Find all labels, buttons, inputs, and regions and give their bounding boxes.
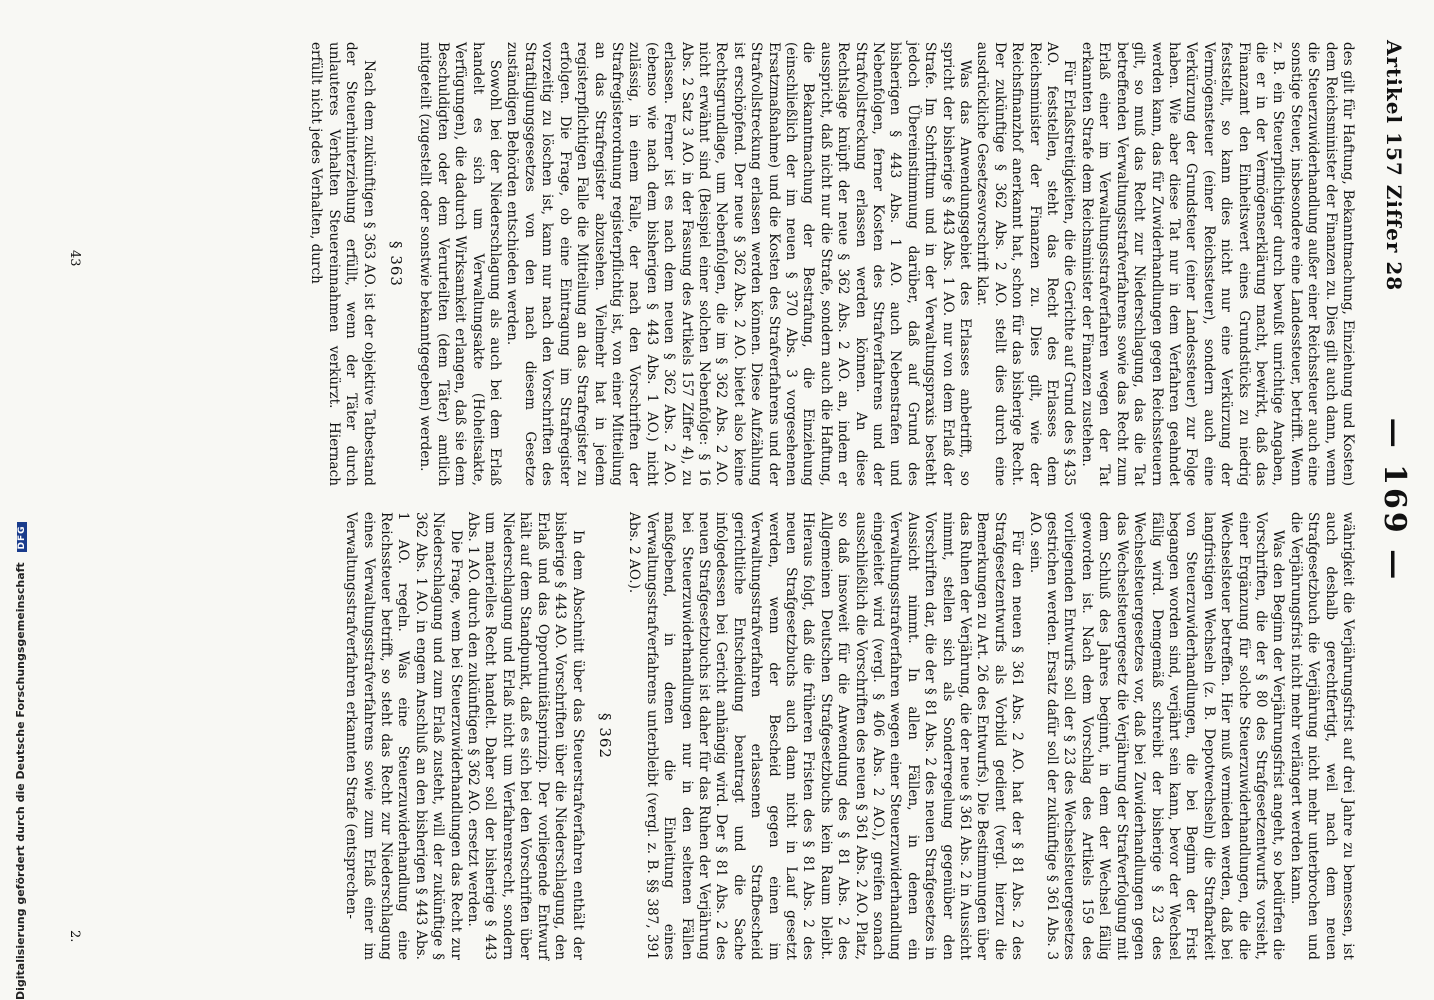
text-column-right bbox=[342, 512, 1356, 960]
dfg-credit bbox=[14, 0, 30, 1000]
paragraph: Sowohl bei der Niederschlagung als auch bei dem Erlaß handelt es sich um Verwaltungsakte (Hoheitsakte, Verfügungen), die dadurch Wirksamkeit erlangen, daß sie dem Beschuldigten oder dem Verurteilten (dem Täter) amtlich mitgeteilt (zugestellt oder sonstwie bekanntgegeben) werden. bbox=[417, 42, 504, 486]
paragraph: In dem Abschnitt über das Steuerstrafverfahren enthält der bisherige § 443 AO. Vorschriften über die Niederschlagung, den Erlaß und das Opportunitätsprinzip. Der vorliegende Entwurf hält auf dem Standpunkt, daß es sich bei den Vorschriften über Niederschlagung und Erlaß nicht um Verfahrensrecht, sondern um materielles Recht handelt. Daher soll der bisherige § 443 Abs. 1 AO. durch den zukünftigen § 362 AO. ersetzt werden. bbox=[465, 512, 586, 960]
paragraph: Für Erlaßstreitigkeiten, die die Gerichte auf Grund des § 435 AO. feststellen, steht das Recht des Erlasses dem Reichsminister der Finanzen zu. Dies gilt, wie der Reichsfinanzhof anerkannt hat, schon für das bisherige Recht. Der zukünftige § 362 Abs. 2 AO. stellt dies durch eine ausdrückliche Gesetzesvorschrift klar. bbox=[974, 42, 1078, 486]
paragraph: Die Frage, wem bei Steuerzuwiderhandlungen das Recht zur Niederschlagung und zum Erlaß zusteht, will der zukünftige § 362 Abs. 1 AO. in engem Anschluß an den bisherigen § 443 Abs. 1 AO. regeln. Was eine Steuerzuwiderhandlung eine Reichssteuer betrifft, so steht das Recht zur Niederschlagung eines Verwaltungsstrafverfahrens sowie zum Erlaß einer im Verwaltungsstrafverfahren erkannten Strafe (entsprechen- bbox=[343, 512, 464, 960]
paragraph: Für den neuen § 361 Abs. 2 AO. hat der § 81 Abs. 2 des Strafgesetzentwurfs als Vorbild gedient (vergl. hierzu die Bemerkungen zu Art. 26 des Entwurfs). Die Bestimmungen über das Ruhen der Verjährung, die der neue § 361 Abs. 2 in Aussicht nimmt, stellen sich als Sonderregelung gegenüber den Vorschriften dar, die der § 81 Abs. 2 des neuen Strafgesetzes in Aussicht nimmt. In allen Fällen, in denen ein Verwaltungsstrafverfahren wegen einer Steuerzuwiderhandlung eingeleitet wird (vergl. § 406 Abs. 2 AO.), greifen sonach ausschließlich die Vorschriften des neuen § 361 Abs. 2 AO. Platz, so daß insoweit für die Anwendung des § 81 Abs. 2 des Allgemeinen Deutschen Strafgesetzbuchs kein Raum bleibt. Hieraus folgt, daß die früheren Fristen des § 81 Abs. 2 des neuen Strafgesetzbuchs auch dann nicht in Lauf gesetzt werden, wenn der Bescheid gegen einen im Verwaltungsstrafverfahren erlassenen Strafbescheid gerichtliche Entscheidung beantragt und die Sache infolgedessen bei Gericht anhängig wird. Der § 81 Abs. 2 des neuen Strafgesetzbuchs ist daher für das Ruhen der Verjährung bei Steuerzuwiderhandlungen nur in den seltenen Fällen maßgebend, in denen die Einleitung eines Verwaltungsstrafverfahrens unterbleibt (vergl. z. B. §§ 387, 391 Abs. 2 AO.). bbox=[626, 512, 1026, 960]
section-heading: § 362 bbox=[595, 713, 614, 759]
credit-text: Digitalisierung gefördert durch die Deutsche Forschungsgemeinschaft bbox=[14, 562, 27, 1000]
paragraph: Was das Anwendungsgebiet des Erlasses anbetrifft, so spricht der bisherige § 443 Abs. 1 AO. nur von dem Erlaß der Strafe. Im Schrifttum und in der Verwaltungspraxis besteht jedoch Übereinstimmung darüber, daß auf Grund des bisherigen § 443 Abs. 1 AO. auch Nebenstrafen und Nebenfolgen, ferner Kosten des Strafverfahrens und der Strafvollstreckung erlassen werden können. An diese Rechtslage knüpft der neue § 362 Abs. 2 AO. an, indem er ausspricht, daß nicht nur die Strafe, sondern auch die Haftung, die Bekanntmachung der Bestrafung, die Einziehung (einschließlich der im neuen § 370 Abs. 3 vorgesehenen Ersatzmaßnahme) und die Kosten des Strafverfahrens und der Strafvollstreckung erlassen werden können. Diese Aufzählung ist erschöpfend. Der neue § 362 Abs. 2 AO. bietet also keine Rechtsgrundlage, um Nebenfolgen, die im § 362 Abs. 2 AO. nicht erwähnt sind (Beispiel einer solchen Nebenfolge: § 16 Abs. 2 Satz 3 AO. in der Fassung des Artikels 157 Ziffer 4), zu erlassen. Ferner ist es nach dem neuen § 362 Abs. 2 AO. (ebenso wie nach dem bisherigen § 443 Abs. 1 AO.) nicht zulässig, in einem Falle, der nach den Vorschriften der Strafregisterordnung registerpflichtig ist, von einer Mitteilung an das Strafregister abzusehen. Vielmehr hat in jedem registerpflichtigen Falle die Mitteilung an das Strafregister zu erfolgen. Die Frage, ob eine Eintragung im Strafregister vorzeitig zu löschen ist, kann nur nach den Vorschriften des Straftilgungsgesetzes von den nach diesem Gesetze zuständigen Behörden entschieden werden. bbox=[504, 42, 974, 486]
page-header bbox=[1372, 40, 1412, 960]
article-heading: Artikel 157 Ziffer 28 bbox=[1382, 40, 1406, 292]
footer-signature-mark: 2. bbox=[67, 930, 82, 943]
text-column-left bbox=[307, 42, 1356, 486]
paragraph: Was den Beginn der Verjährungsfrist angeht, so bedürfen die Vorschriften, die der § 80 des Strafgesetzentwurfs vorsieht, einer Ergänzung für solche Steuerzuwiderhandlungen, die die Wechselsteuer betreffen. Hier muß vermieden werden, daß bei langfristigen Wechseln (z. B. Depotwechseln) die Strafbarkeit von Steuerzuwiderhandlungen, die bei Beginn der Frist begangen worden sind, verjährt sein kann, bevor der Wechsel fällig wird. Demgemäß schreibt der bisherige § 23 des Wechselsteuergesetzes vor, daß bei Zuwiderhandlungen gegen das Wechselsteuergesetz die Verjährung der Strafverfolgung mit dem Schluß des Jahres beginnt, in dem der Wechsel fällig geworden ist. Nach dem Vorschlag des Artikels 159 des vorliegenden Entwurfs soll der § 23 des Wechselsteuergesetzes gestrichen werden. Ersatz dafür soll der zukünftige § 361 Abs. 3 AO. sein. bbox=[1026, 512, 1287, 960]
dfg-logo-icon: DFG bbox=[17, 522, 27, 552]
section-heading: § 363 bbox=[387, 241, 406, 287]
paragraph: des gilt für Haftung, Bekanntmachung, Einziehung und Kosten) dem Reichsminister der Finanzen zu. Dies gilt auch dann, wenn die Steuerzuwiderhandlung außer einer Reichssteuer auch eine sonstige Steuer, insbesondere eine Landessteuer, betrifft. Wenn z. B. ein Steuerpflichtiger durch bewußt unrichtige Angaben, die er in der Vermögenserklärung macht, bewirkt, daß das Finanzamt den Einheitswert eines Grundstücks zu niedrig feststellt, so kann dies nicht nur eine Verkürzung der Vermögensteuer (einer Reichssteuer), sondern auch eine Verkürzung der Grundsteuer (einer Landessteuer) zur Folge haben. Wie aber diese Tat nur in dem Verfahren geahndet werden kann, das für Zuwiderhandlungen gegen Reichssteuern gilt, so muß das Recht zur Niederschlagung, das die Tat betreffenden Verwaltungsstrafverfahrens sowie das Recht zum Erlaß einer im Verwaltungsstrafverfahren wegen der Tat erkannten Strafe dem Reichsminister der Finanzen zustehen. bbox=[1078, 42, 1356, 486]
paragraph: währigkeit die Verjährungsfrist auf drei Jahre zu bemessen, ist auch deshalb gerechtfertigt, weil nach dem neuen Strafgesetzbuch die Verjährung nicht mehr unterbrochen und die Verjährungsfrist nicht mehr verlängert werden kann. bbox=[1287, 512, 1356, 960]
paragraph: Nach dem zukünftigen § 363 AO. ist der objektive Tatbestand der Steuerhinterziehung erfüllt, wenn der Täter durch unlauteres Verhalten Steuereinnahmen verkürzt. Hiernach erfüllt nicht jedes Verhalten, durch bbox=[308, 42, 377, 486]
page-number: — 169 — bbox=[1377, 417, 1412, 583]
footer-page-number: 43 bbox=[67, 250, 82, 267]
